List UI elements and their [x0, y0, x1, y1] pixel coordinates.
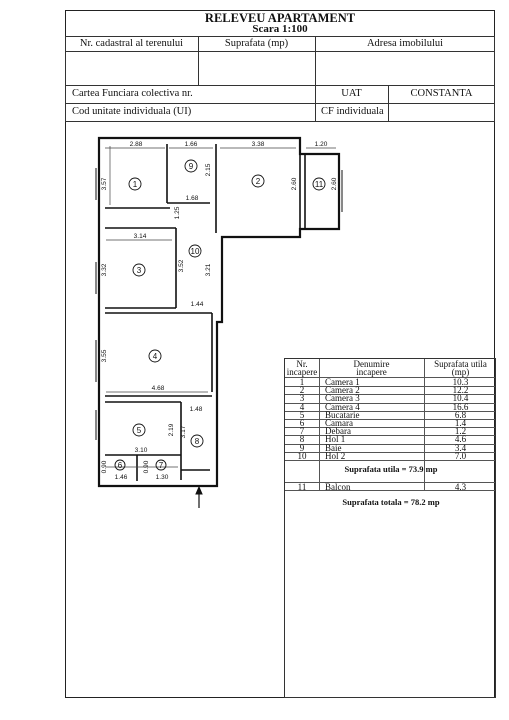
dim-label: 3.55: [101, 349, 108, 363]
room-7-number: 7: [158, 461, 164, 470]
dim-label: 1.48: [189, 406, 203, 413]
legend-row-area: 4.6: [454, 434, 467, 445]
legend-row-nr: 7: [299, 426, 305, 437]
useful-total: Suprafata utila = 73.9 mp: [344, 464, 438, 474]
cf-individuala-label: CF individuala: [321, 106, 384, 117]
legend-row-area: 10.3: [452, 377, 469, 387]
dim-label: 3.17: [180, 425, 187, 439]
dim-label: 1.46: [114, 474, 128, 481]
legend-row-name: Camera 4: [325, 401, 360, 412]
col-address: Adresa imobilului: [366, 38, 444, 49]
legend-row-name: Camara: [325, 418, 353, 428]
legend-row-name: Baie: [325, 442, 342, 453]
cod-unitate-label: Cod unitate individuala (UI): [72, 106, 192, 117]
dim-label: 1.25: [174, 206, 181, 220]
legend-row-name: Hol 2: [325, 450, 346, 461]
balcony-name: Balcon: [325, 482, 351, 492]
room-8-number: 8: [194, 437, 200, 446]
dim-label: 3.21: [205, 263, 212, 277]
dim-label: 3.14: [133, 233, 147, 240]
dim-label: 3.10: [134, 447, 148, 454]
room-1-number: 1: [132, 180, 138, 189]
room-10-number: 10: [190, 247, 200, 256]
legend-row-name: Hol 1: [325, 434, 346, 445]
carte-funciara-label: Cartea Funciara colectiva nr.: [72, 88, 193, 99]
dim-label: 1.66: [184, 141, 198, 148]
legend-row-nr: 9: [299, 442, 305, 453]
dim-label: 2.15: [205, 163, 212, 177]
dim-label: 0.90: [143, 460, 150, 474]
document-scale: Scara 1:100: [252, 23, 308, 35]
room-11-number: 11: [314, 180, 324, 189]
legend-row-area: 10.4: [452, 393, 469, 404]
legend-row-area: 12.2: [452, 385, 469, 396]
dim-label: 0.90: [101, 460, 108, 474]
col-surface: Suprafata (mp): [224, 38, 289, 49]
legend-header-nr: Nr. incapere: [286, 359, 318, 377]
legend-header-name: Denumire incapere: [353, 359, 390, 377]
dim-label: 2.60: [291, 177, 298, 191]
dim-label: 1.68: [185, 195, 199, 202]
room-3-number: 3: [136, 266, 142, 275]
legend-row-nr: 10: [297, 450, 307, 461]
room-4-number: 4: [152, 352, 158, 361]
legend-row-area: 1.4: [454, 418, 467, 428]
dim-label: 1.44: [190, 301, 204, 308]
legend-row-area: 6.8: [454, 409, 467, 420]
dim-label: 2.60: [331, 177, 338, 191]
room-5-number: 5: [136, 426, 142, 435]
legend-row-nr: 8: [299, 434, 305, 445]
legend-row-name: Debara: [325, 426, 351, 437]
col-cadastral: Nr. cadastral al terenului: [79, 38, 184, 49]
legend-row-area: 16.6: [452, 401, 469, 412]
balcony-nr: 11: [297, 482, 307, 492]
dim-label: 3.57: [101, 177, 108, 191]
legend-row-nr: 5: [299, 409, 305, 420]
uat-value: CONSTANTA: [410, 88, 473, 99]
legend-row-name: Camera 1: [325, 377, 360, 387]
legend-row-area: 1.2: [454, 426, 467, 437]
document-title: RELEVEU APARTAMENT: [204, 11, 356, 25]
legend-row-nr: 3: [299, 393, 305, 404]
grand-total: Suprafata totala = 78.2 mp: [342, 497, 440, 507]
room-9-number: 9: [188, 162, 194, 171]
legend-table: [284, 358, 496, 698]
dim-label: 4.68: [151, 385, 165, 392]
balcony-area: 4.3: [454, 482, 467, 492]
dim-label: 1.20: [314, 141, 328, 148]
dim-label: 3.38: [251, 141, 265, 148]
legend-row-name: Camera 2: [325, 385, 360, 396]
legend-row-area: 3.4: [454, 442, 467, 453]
legend-row-area: 7.0: [454, 450, 467, 461]
room-2-number: 2: [255, 177, 261, 186]
legend-row-name: Camera 3: [325, 393, 360, 404]
dim-label: 3.32: [101, 263, 108, 277]
legend-row-nr: 4: [299, 401, 305, 412]
dim-label: 2.88: [129, 141, 143, 148]
dim-label: 3.52: [178, 259, 185, 273]
legend-header-area: Suprafata utila (mp): [434, 359, 487, 377]
room-6-number: 6: [117, 461, 123, 470]
legend-row-nr: 2: [299, 385, 305, 396]
legend-row-nr: 1: [299, 377, 305, 387]
uat-label: UAT: [341, 88, 362, 99]
legend-row-name: Bucatarie: [325, 409, 360, 420]
dim-label: 2.19: [168, 423, 175, 437]
dim-label: 1.30: [155, 474, 169, 481]
legend-row-nr: 6: [299, 418, 305, 428]
